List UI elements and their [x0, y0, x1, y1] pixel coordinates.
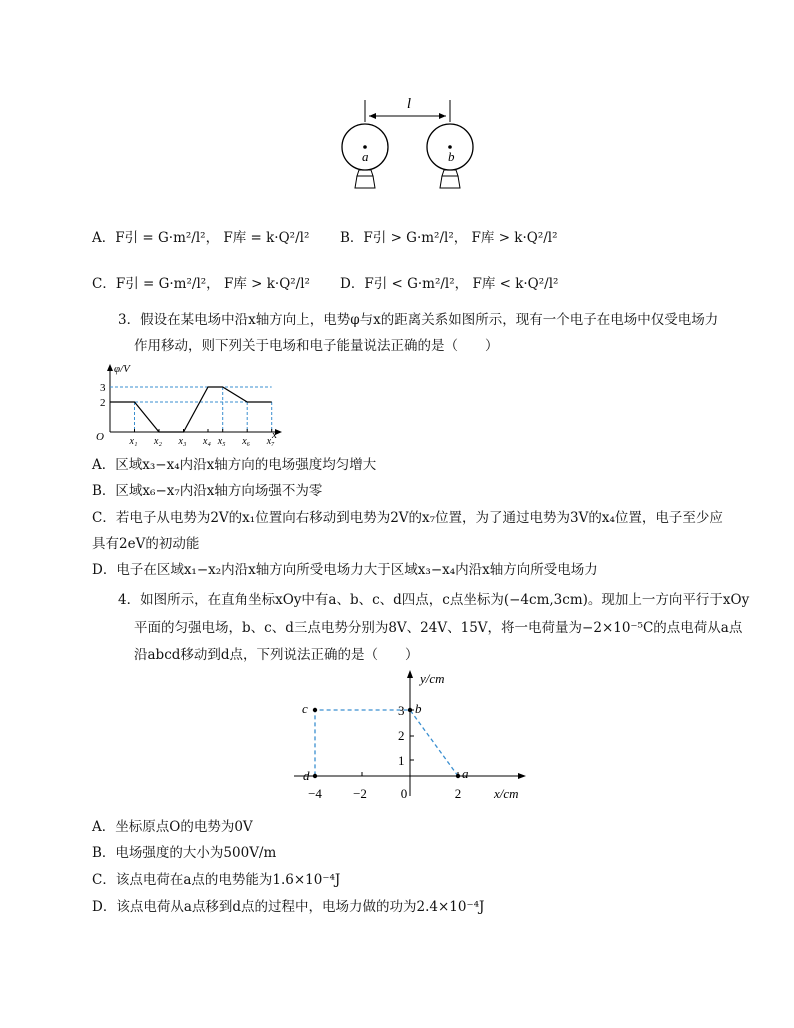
fig3-xlabel: x/cm: [494, 786, 519, 801]
point-b-label: b: [415, 701, 422, 716]
x-tick-label: x₂: [154, 436, 162, 447]
q2-option-c: C．F引 = G·m²/l²， F库 > k·Q²/l²: [92, 276, 310, 292]
fig3-ytick-2: 2: [398, 728, 405, 743]
q3-stem-line1: 3．假设在某电场中沿x轴方向上，电势φ与x的距离关系如图所示，现有一个电子在电场中仅受电场力: [118, 312, 719, 328]
q2-option-b: B．F引 > G·m²/l²， F库 > k·Q²/l²: [340, 230, 558, 246]
q3-option-c: C．若电子从电势为2V的x₁位置向右移动到电势为2V的x₇位置，为了通过电势为3V的x₄位置，电子至少应: [92, 510, 723, 526]
x-tick-label: x₇: [266, 436, 275, 447]
x-tick-label: x₁: [129, 436, 138, 447]
q3-stem-line2: 作用移动，则下列关于电场和电子能量说法正确的是（ ）: [134, 338, 499, 354]
q4-option-b: B．电场强度的大小为500V/m: [92, 845, 277, 861]
fig3-xtick-0: 0: [400, 786, 408, 801]
fig3-ytick-1: 1: [398, 753, 405, 768]
fig3-ytick-3: 3: [398, 703, 405, 718]
q2-option-d: D．F引 < G·m²/l²， F库 < k·Q²/l²: [340, 276, 559, 292]
q2-option-a: A．F引 = G·m²/l²， F库 = k·Q²/l²: [92, 230, 310, 246]
point-d-label: d: [303, 768, 310, 783]
point-c-label: c: [302, 701, 308, 716]
fig3-xtick-neg4: −4: [308, 786, 322, 801]
q4-stem-line3: 沿abcd移动到d点，下列说法正确的是（ ）: [134, 647, 419, 663]
fig3-xtick-2: 2: [454, 786, 462, 801]
y-axis-label: φ/V: [114, 363, 130, 375]
y-tick-label: 2: [100, 397, 106, 409]
q3-option-c-cont: 具有2eV的初动能: [92, 536, 200, 552]
distance-label: l: [406, 96, 412, 112]
point-a-label: a: [462, 766, 469, 781]
fig3-xtick-neg2: −2: [353, 786, 367, 801]
q3-option-b: B．区域x₆−x₇内沿x轴方向场强不为零: [92, 483, 323, 499]
origin-label: O: [96, 431, 104, 443]
coordinate-figure: [290, 668, 530, 808]
label-b: b: [448, 149, 455, 164]
q4-option-c: C．该点电荷在a点的电势能为1.6×10⁻⁴J: [92, 872, 341, 888]
x-tick-label: x₃: [178, 436, 187, 447]
q4-stem-line1: 4．如图所示，在直角坐标xOy中有a、b、c、d四点，c点坐标为(−4cm,3cm)。现加上一方向平行于xOy: [118, 592, 750, 608]
q3-option-a: A．区域x₃−x₄内沿x轴方向的电场强度均匀增大: [92, 457, 377, 473]
x-tick-label: x₅: [217, 436, 226, 447]
phi-x-chart: [90, 362, 290, 452]
q4-option-a: A．坐标原点O的电势为0V: [92, 819, 253, 835]
q3-option-d: D．电子在区域x₁−x₂内沿x轴方向所受电场力大于区域x₃−x₄内沿x轴方向所受电场力: [92, 562, 598, 578]
spheres-figure: [335, 90, 475, 202]
q4-option-d: D．该点电荷从a点移到d点的过程中，电场力做的功为2.4×10⁻⁴J: [92, 899, 485, 915]
q4-stem-line2: 平面的匀强电场，b、c、d三点电势分别为8V、24V、15V，将一电荷量为−2×10⁻⁵C的点电荷从a点: [134, 620, 743, 636]
x-tick-label: x₆: [242, 436, 251, 447]
fig3-ylabel: y/cm: [420, 671, 445, 686]
y-axis-arrow: [107, 364, 113, 371]
label-a: a: [362, 149, 369, 164]
x-axis-label: x: [272, 429, 277, 441]
x-tick-label: x₄: [203, 436, 211, 447]
y-tick-label: 3: [100, 382, 106, 394]
